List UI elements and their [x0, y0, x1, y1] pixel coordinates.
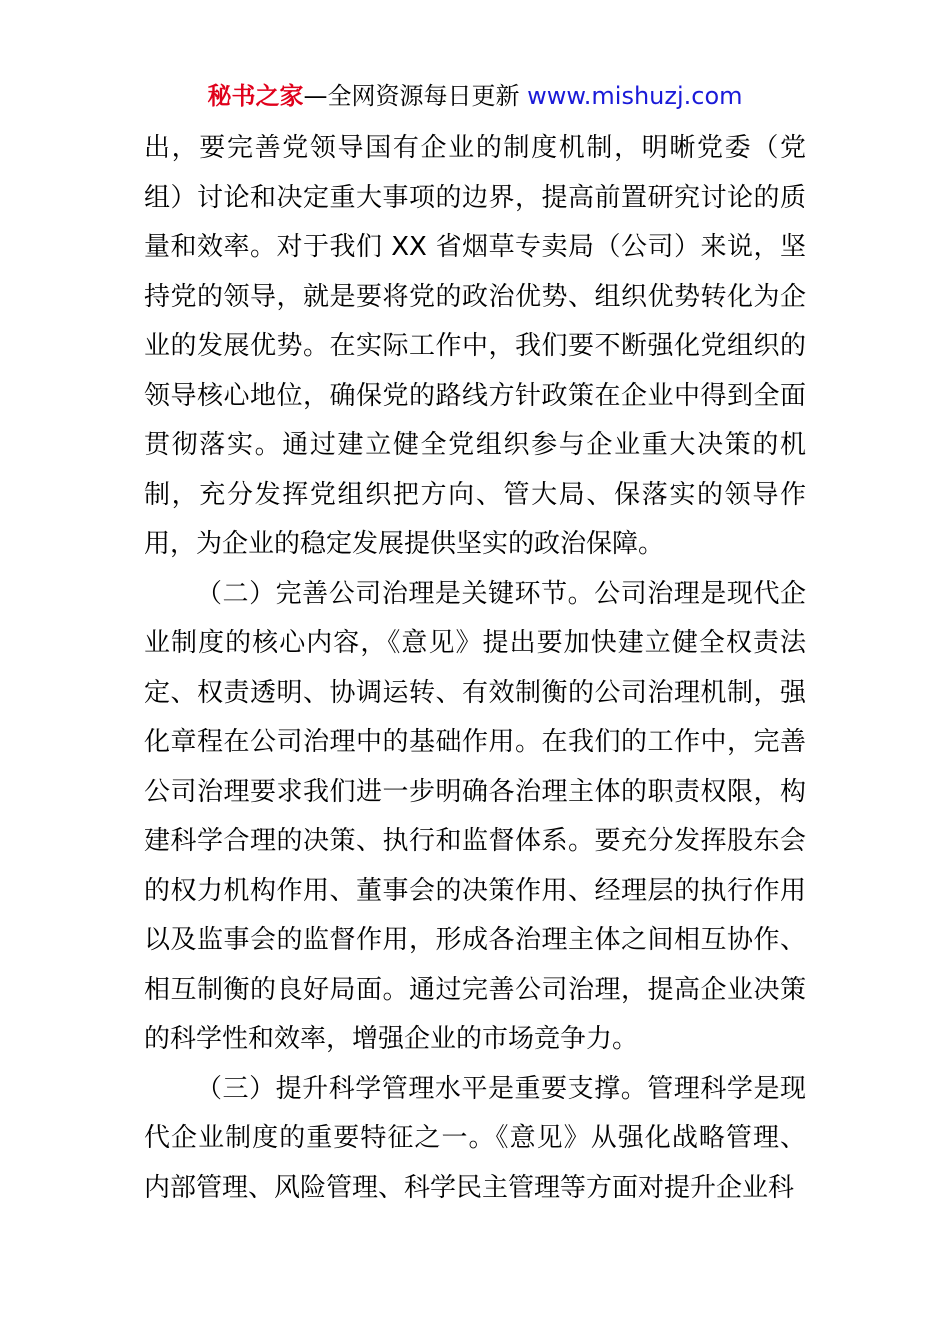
brand-name: 秘书之家 [207, 82, 304, 110]
paragraph-scientific-management: （三）提升科学管理水平是重要支撑。管理科学是现代企业制度的重要特征之一。《意见》从强化战略管理、内部管理、风险管理、科学民主管理等方面对提升企业科 [144, 1073, 806, 1203]
page-header [0, 80, 950, 112]
header-tagline: —全网资源每日更新 [303, 82, 528, 110]
website-link[interactable]: www.mishuzj.com [527, 82, 743, 110]
paragraph-corporate-governance: （二）完善公司治理是关键环节。公司治理是现代企业制度的核心内容，《意见》提出要加快建立健全权责法定、权责透明、协调运转、有效制衡的公司治理机制，强化章程在公司治理中的基础作用。在我们的工作中，完善公司治理要求我们进一步明确各治理主体的职责权限，构建科学合理的决策、执行和监督体系。要充分发挥股东会的权力机构作用、董事会的决策作用、经理层的执行作用以及监事会的监督作用，形成各治理主体之间相互协作、相互制衡的良好局面。通过完善公司治理，提高企业决策的科学性和效率，增强企业的市场竞争力。 [144, 578, 806, 1054]
document-body [144, 124, 806, 1213]
paragraph-continuation: 出，要完善党领导国有企业的制度机制，明晰党委（党组）讨论和决定重大事项的边界，提高前置研究讨论的质量和效率。对于我们 XX 省烟草专卖局（公司）来说，坚持党的领导，就是要将党的政治优势、组织优势转化为企业的发展优势。在实际工作中，我们要不断强化党组织的领导核心地位，确保党的路线方针政策在企业中得到全面贯彻落实。通过建立健全党组织参与企业重大决策的机制，充分发挥党组织把方向、管大局、保落实的领导作用，为企业的稳定发展提供坚实的政治保障。 [144, 133, 806, 559]
